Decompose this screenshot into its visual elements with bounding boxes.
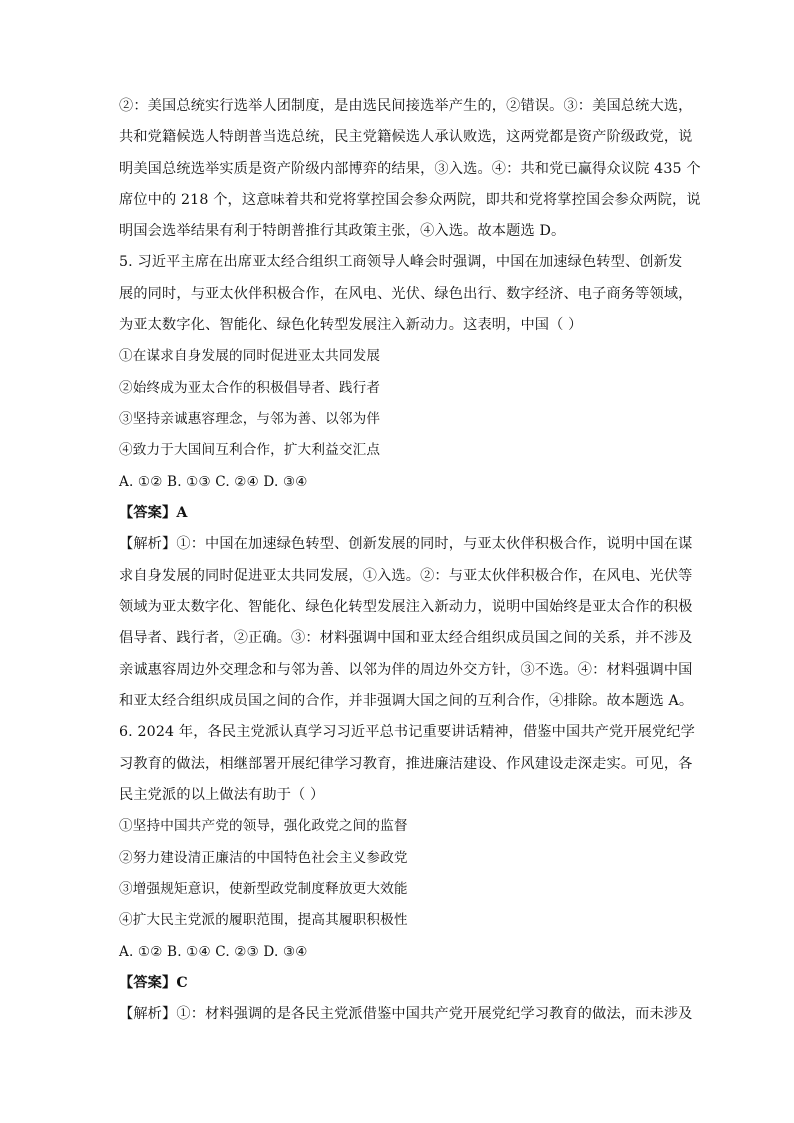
question-6-stem: 6. 2024 年，各民主党派认真学习习近平总书记重要讲话精神，借鉴中国共产党开展党纪学: [119, 724, 696, 740]
text-line: 席位中的 218 个，这意味着共和党将掌控国会参众两院，即共和党将掌控国会参众两院，说: [119, 192, 701, 208]
answer-label: 【答案】C: [119, 975, 188, 991]
question-6-stem: 习教育的做法，相继部署开展纪律学习教育，推进廉洁建设、作风建设走深走实。可见，各: [119, 756, 693, 772]
text-line: 明国会选举结果有利于特朗普推行其政策主张，④入选。故本题选 D。: [119, 223, 566, 239]
question-5-stem: 展的同时，与亚太伙伴积极合作，在风电、光伏、绿色出行、数字经济、电子商务等领域，: [119, 286, 693, 302]
question-5-stem: 5. 习近平主席在出席亚太经合组织工商领导人峰会时强调，中国在加速绿色转型、创新发: [119, 254, 683, 270]
question-6-option: ②努力建设清正廉洁的中国特色社会主义参政党: [119, 850, 408, 866]
question-6-option: ④扩大民主党派的履职范围，提高其履职积极性: [119, 912, 408, 928]
analysis-line: 【解析】①：材料强调的是各民主党派借鉴中国共产党开展党纪学习教育的做法，而未涉及: [119, 1006, 693, 1022]
answer-label: 【答案】A: [119, 505, 188, 521]
question-5-option: ②始终成为亚太合作的积极倡导者、践行者: [119, 380, 381, 396]
question-6-stem: 民主党派的以上做法有助于（ ）: [119, 787, 325, 803]
analysis-line: 【解析】①：中国在加速绿色转型、创新发展的同时，与亚太伙伴积极合作，说明中国在谋: [119, 536, 693, 552]
analysis-line: 和亚太经合组织成员国之间的合作，并非强调大国之间的互利合作，④排除。故本题选 A。: [119, 693, 694, 709]
question-5-choices: A. ①② B. ①③ C. ②④ D. ③④: [119, 474, 308, 490]
analysis-line: 倡导者、践行者，②正确。③：材料强调中国和亚太经合组织成员国之间的关系，并不涉及: [119, 630, 693, 646]
question-6-option: ①坚持中国共产党的领导，强化政党之间的监督: [119, 818, 408, 834]
question-5-option: ④致力于大国间互利合作，扩大利益交汇点: [119, 442, 381, 458]
analysis-line: 领域为亚太数字化、智能化、绿色化转型发展注入新动力，说明中国始终是亚太合作的积极: [119, 599, 693, 615]
question-5-option: ①在谋求自身发展的同时促进亚太共同发展: [119, 348, 381, 364]
question-6-choices: A. ①② B. ①④ C. ②③ D. ③④: [119, 944, 308, 960]
analysis-line: 亲诚惠容周边外交理念和与邻为善、以邻为伴的周边外交方针，③不选。④：材料强调中国: [119, 662, 693, 678]
question-5-stem: 为亚太数字化、智能化、绿色化转型发展注入新动力。这表明，中国（ ）: [119, 317, 583, 333]
question-6-option: ③增强规矩意识，使新型政党制度释放更大效能: [119, 881, 408, 897]
text-line: 明美国总统选举实质是资产阶级内部博弈的结果，③入选。④：共和党已赢得众议院 435 个: [119, 161, 701, 177]
text-line: 共和党籍候选人特朗普当选总统，民主党籍候选人承认败选，这两党都是资产阶级政党，说: [119, 129, 693, 145]
question-5-option: ③坚持亲诚惠容理念，与邻为善、以邻为伴: [119, 411, 381, 427]
analysis-line: 求自身发展的同时促进亚太共同发展，①入选。②：与亚太伙伴积极合作，在风电、光伏等: [119, 568, 693, 584]
text-line: ②：美国总统实行选举人团制度，是由选民间接选举产生的，②错误。③：美国总统大选，: [119, 98, 693, 114]
